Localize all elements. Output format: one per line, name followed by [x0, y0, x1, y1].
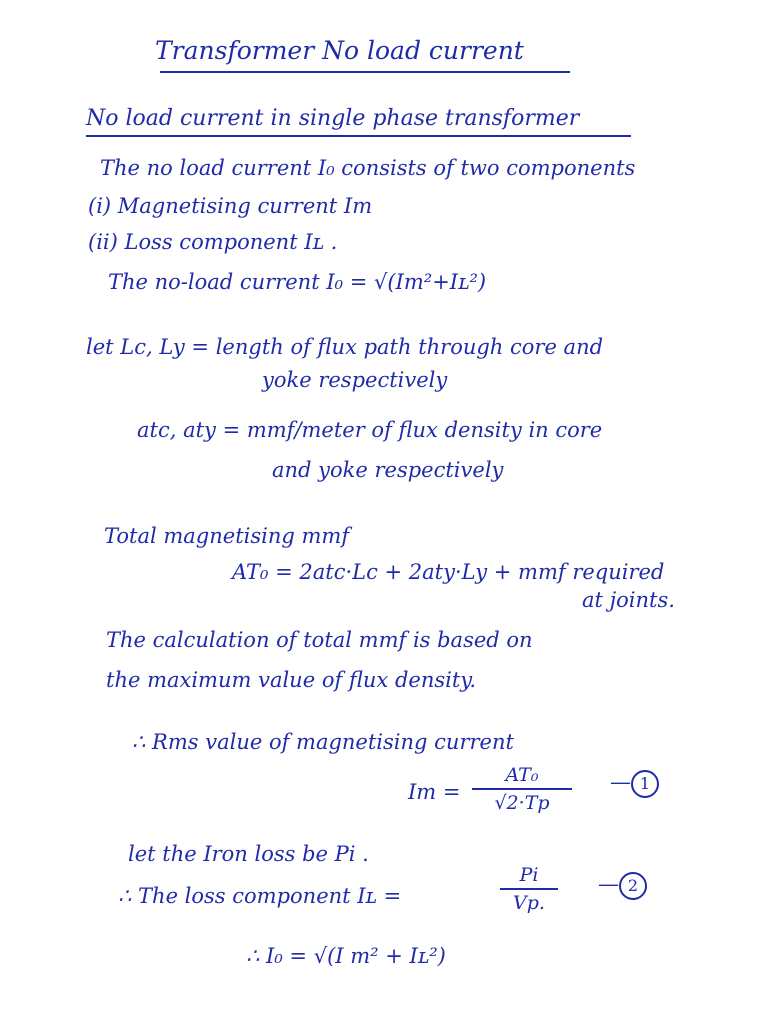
im-fraction: [472, 764, 572, 814]
il-numerator: Pi: [519, 864, 539, 886]
il-formula-lhs: ∴ The loss component Iʟ =: [118, 884, 402, 908]
im-fraction-bar: [472, 788, 572, 790]
component-2-line: (ii) Loss component Iʟ .: [88, 230, 338, 254]
section-heading: No load current in single phase transformer: [86, 106, 580, 131]
equation-number-2: 2: [619, 872, 647, 900]
intro-line: The no load current I₀ consists of two components: [100, 156, 636, 180]
mmf-definition-line-1: atc, aty = mmf/meter of flux density in core: [137, 418, 603, 442]
il-fraction: [500, 864, 558, 914]
calculation-note-line-2: the maximum value of flux density.: [106, 668, 477, 692]
im-numerator: AT₀: [505, 764, 539, 786]
im-formula-lhs: Im =: [408, 780, 461, 804]
il-fraction-bar: [500, 888, 558, 890]
total-mmf-heading: Total magnetising mmf: [104, 524, 350, 548]
il-denominator: Vp.: [513, 892, 545, 914]
rms-value-line: ∴ Rms value of magnetising current: [132, 730, 514, 754]
page-title: Transformer No load current: [155, 36, 524, 65]
title-underline: [160, 71, 570, 73]
final-io-formula: ∴ I₀ = √(I m² + Iʟ²): [246, 944, 446, 968]
equation-label-2: — 2: [598, 872, 647, 900]
calculation-note-line-1: The calculation of total mmf is based on: [106, 628, 533, 652]
total-mmf-formula: AT₀ = 2atc·Lc + 2aty·Ly + mmf required: [232, 560, 665, 584]
no-load-current-formula: The no-load current I₀ = √(Im²+Iʟ²): [108, 270, 487, 294]
im-denominator: √2·Tp: [494, 792, 550, 814]
length-definition-line-1: let Lc, Ly = length of flux path through core and: [86, 335, 604, 359]
heading-underline: [86, 135, 631, 137]
length-definition-line-2: yoke respectively: [262, 368, 448, 392]
mmf-definition-line-2: and yoke respectively: [272, 458, 504, 482]
component-1-line: (i) Magnetising current Im: [88, 194, 373, 218]
total-mmf-formula-cont: at joints.: [582, 588, 675, 612]
equation-number-1: 1: [631, 770, 659, 798]
equation-label-1: — 1: [610, 770, 659, 798]
iron-loss-line: let the Iron loss be Pi .: [128, 842, 369, 866]
